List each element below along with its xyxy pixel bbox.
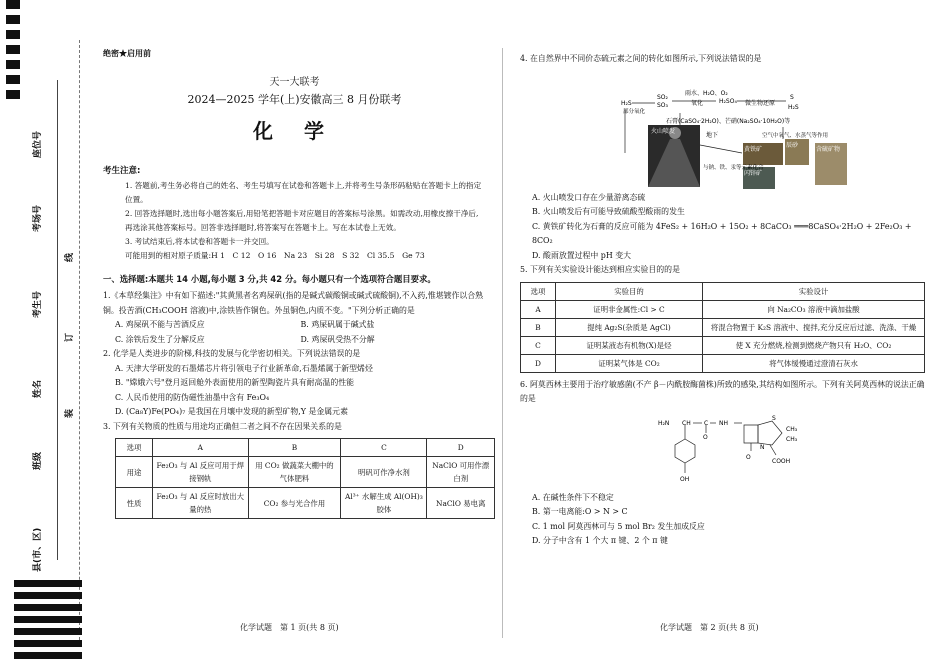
atom-nh: NH [719,419,728,427]
table-cell: B [521,318,556,336]
cut-mark-bind: 订 [65,332,75,342]
fig-h2s-top: H₂S [621,99,632,107]
fig-oxid: 氧化 [691,99,704,107]
table-cell: 使 X 充分燃烧,检测到燃烧产物只有 H₂O、CO₂ [703,336,925,354]
q4-options [520,191,930,264]
table-cell: 向 Na₂CO₃ 溶液中滴加盐酸 [703,300,925,318]
option-c: C. 1 mol 阿莫西林可与 5 mol Br₂ 发生加成反应 [532,521,705,531]
table-cell: C [521,336,556,354]
q3-stem: 3. 下列有关物质的性质与用途均正确但二者之间不存在因果关系的是 [103,421,342,431]
table-cell: 明矾可作净水剂 [341,457,427,488]
table-cell: A [521,300,556,318]
option-b: B. 鸡屎矾属于碱式盐 [300,320,375,329]
table-header-cell: 选项 [521,282,556,300]
table-header-cell: 实验设计 [703,282,925,300]
table-header-cell: 选项 [116,439,153,457]
option-b: B. 火山喷发后有可能导致硫酸型酸雨的发生 [532,207,685,216]
option-b: B. "嫦娥六号"登月返回舱外表面使用的新型陶瓷片具有耐高温的性能 [115,378,355,387]
footer-right: 化学试题 第 2 页(共 8 页) [660,623,759,632]
table-cell: NaClO 可用作漂白剂 [427,457,495,488]
option-a: A. 火山喷发口存在少量游离态硫 [532,192,646,202]
table-header-row [521,282,925,300]
table-cell: 证明某液态有机物(X)是烃 [556,336,703,354]
fig-s: S [790,93,794,101]
sulfur-cycle-diagram [520,73,930,191]
option-c: C. 人民币使用的防伪磁性油墨中含有 Fe₃O₄ [115,392,270,402]
atomic-masses: 可能用到的相对原子质量:H 1 C 12 O 16 Na 23 Si 28 S 32 Cl 35.5 Ge 73 [125,251,425,260]
atom-nh2: H₂N [658,419,670,427]
table-cell: 性质 [116,488,153,519]
table-cell: Fe₂O₃ 与 Al 反应时放出大量的热 [153,488,249,519]
ore-label: 含硫矿物 [816,145,841,153]
student-no-label: 考生号 [33,290,43,318]
cut-mark-pack: 装 [65,408,75,418]
fig-so3: SO₃ [657,101,668,109]
atom-ch3a: CH₃ [786,425,798,433]
option-d: D. 鸡屎矾受热不分解 [300,334,375,344]
table-row [116,488,495,519]
room-no-label: 考场号 [33,204,43,232]
binding-margin [0,0,80,672]
fig-air-note: 空气中氧气、水蒸气等作用 [762,132,829,139]
q6-stem: 6. 阿莫西林主要用于治疗敏感菌(不产 β－内酰胺酶菌株)所致的感染,其结构如图所示。下列有关阿莫西林的说法正确的是 [520,379,925,403]
fig-underground: 地下 [706,131,719,139]
option-d: D. 酸雨放置过程中 pH 变大 [532,250,632,260]
fig-h2s-right: H₂S [788,103,799,111]
q5-stem: 5. 下列有关实验设计能达到相应实验目的的是 [520,265,680,274]
table-row [521,354,925,372]
secret-mark: 绝密★启用前 [103,48,151,58]
county-label: 县(市、区) [33,527,43,572]
table-cell: 证明某气体是 CO₂ [556,354,703,372]
atom-ch3b: CH₃ [786,435,798,443]
atom-o2: O [746,453,751,461]
volcano-label: 火山喷发 [651,127,676,135]
atom-oh: OH [680,475,690,483]
ore-label: 辰砂 [786,141,799,149]
option-a: A. 在碱性条件下不稳定 [532,492,614,502]
atom-ch: CH [682,419,691,427]
section-heading: 一、选择题:本题共 14 小题,每小题 3 分,共 42 分。每小题只有一个选项符合题目要求。 [103,274,436,284]
atom-n: N [760,443,765,451]
notice-list [103,179,486,263]
table-header-cell: C [341,439,427,457]
atom-c: C [704,419,709,427]
q2-options [103,362,486,420]
fig-partial-ox: 部分氧化 [623,108,646,115]
exam-title: 2024—2025 学年(上)安徽高三 8 月份联考 [187,93,402,106]
notice-item: 1. 答题前,考生务必将自己的姓名、考生号填写在试卷和答题卡上,并将考生号条形码粘贴在答题卡上的指定位置。 [125,181,482,204]
table-cell: CO₂ 参与光合作用 [248,488,341,519]
footer-left: 化学试题 第 1 页(共 8 页) [240,623,339,632]
q6-options [520,491,930,549]
fig-rain: 雨水、H₂O、O₂ [685,89,728,97]
fig-microbe: 微生物还原 [745,99,776,107]
table-header-cell: 实验目的 [556,282,703,300]
q3-table [115,438,495,519]
fig-gypsum: 石膏(CaSO₄·2H₂O)、芒硝(Na₂SO₄·10H₂O)等 [666,117,791,125]
q1-options [103,318,486,347]
table-row [521,336,925,354]
option-b: B. 第一电离能:O > N > C [532,507,628,516]
atom-o1: O [703,433,708,441]
registration-marks [6,0,20,105]
structure-bonds [675,421,782,473]
subject-title: 化 学 [253,119,336,143]
exam-org: 天一大联考 [269,77,320,88]
table-cell: NaClO 易电离 [427,488,495,519]
class-label: 班级 [33,451,43,470]
notice-item: 2. 回答选择题时,选出每小题答案后,用铅笔把答题卡对应题目的答案标号涂黑。如需改动,用橡皮擦干净后,再选涂其他答案标号。回答非选择题时,将答案写在答题卡上。写在本试卷上无效。 [125,209,479,232]
option-d: D. (Ca₈Y)Fe(PO₄)₇ 是我国在月壤中发现的新型矿物,Y 是金属元素 [115,407,348,416]
q4-stem: 4. 在自然界中不同价态硫元素之间的转化如图所示,下列说法错误的是 [520,54,762,63]
atom-cooh: COOH [772,457,791,465]
table-cell: 用途 [116,457,153,488]
q4-sulfur-cycle-figure [520,73,930,191]
seat-no-label: 座位号 [33,130,43,158]
table-cell: 证明非金属性:Cl > C [556,300,703,318]
ore-label: 黄铁矿 [744,145,763,153]
option-a: A. 鸡屎矾不能与苦酒反应 [115,320,205,329]
table-cell: Fe₂O₃ 与 Al 反应可用于焊接钢轨 [153,457,249,488]
table-cell: D [521,354,556,372]
option-c: C. 黄铁矿转化为石膏的反应可能为 4FeS₂ + 16H₂O + 15O₂ + 8CaCO₃ ═══8CaSO₄·2H₂O + 2Fe₂O₃ + 8CO₂ [532,221,912,245]
table-cell: 提纯 Ag₂S(杂质是 AgCl) [556,318,703,336]
table-header-cell: D [427,439,495,457]
structure-svg [520,411,930,489]
column-divider [502,48,503,638]
table-cell: 将气体缓慢通过澄清石灰水 [703,354,925,372]
fig-h2so4: H₂SO₄ [719,97,737,105]
table-row [521,318,925,336]
table-header-cell: B [248,439,341,457]
right-column [520,52,930,549]
notice-item: 3. 考试结束后,将本试卷和答题卡一并交回。 [125,237,274,246]
notice-heading: 考生注意: [103,166,141,176]
atom-s: S [772,414,776,422]
option-c: C. 涂铁后发生了分解反应 [115,334,205,344]
table-row [521,300,925,318]
table-header-row [116,439,495,457]
option-a: A. 天津大学研发的石墨烯芯片将引领电子行业新革命,石墨烯属于新型烯烃 [115,363,373,373]
cut-line [79,40,80,640]
table-header-cell: A [153,439,249,457]
table-cell: 将混合物置于 K₂S 溶液中、搅拌,充分反应后过滤、洗涤、干燥 [703,318,925,336]
q5-table [520,282,925,373]
q1-stem: 1.《本草经集注》中有如下描述:"其黄黑者名鸡屎矾(指的是碱式碳酸铜或碱式硫酸铜),不入药,惟堪镀作以合熟铜。投苦酒(CH₃COOH 溶液)中,涂铁皆作铜色。外虽铜色,内质不变。"下列分析正确的是 [103,291,484,315]
option-d: D. 分子中含有 1 个大 π 键、2 个 π 键 [532,536,668,545]
margin-line [57,80,58,560]
amoxicillin-structure [520,411,930,489]
name-label: 姓名 [33,379,43,398]
table-cell: 用 CO₂ 做蔬菜大棚中的气体肥料 [248,457,341,488]
ore-label: 闪锌矿 [744,169,763,177]
q2-stem: 2. 化学是人类进步的阶梯,科技的发展与化学密切相关。下列说法错误的是 [103,349,361,358]
table-row [116,457,495,488]
fig-combine: 与钠、铁、汞等元素化合 [703,164,764,171]
fig-so2: SO₂ [657,93,668,101]
table-cell: Al³⁺ 水解生成 Al(OH)₃ 胶体 [341,488,427,519]
cut-mark-line: 线 [65,252,75,262]
left-column [103,48,490,519]
